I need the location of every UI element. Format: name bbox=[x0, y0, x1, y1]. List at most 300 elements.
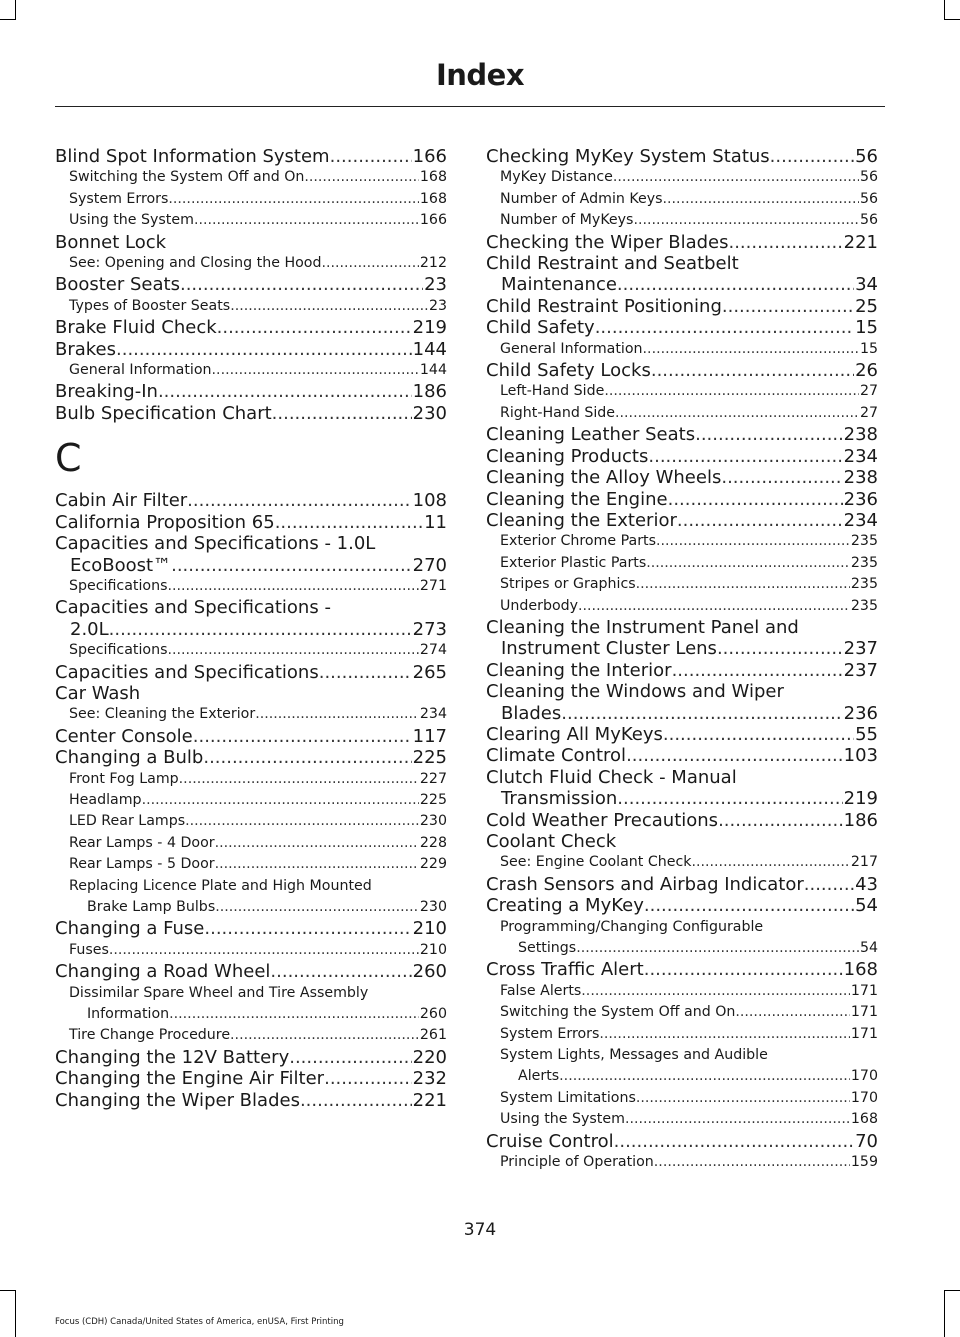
index-entry-text: Cleaning Leather Seats bbox=[486, 424, 696, 446]
index-entry-text: Switching the System Off and On bbox=[69, 169, 305, 186]
page-reference: 108 bbox=[412, 490, 447, 512]
page-reference: 144 bbox=[412, 338, 447, 360]
index-entry-text: Cabin Air Filter bbox=[55, 490, 188, 512]
index-entry bbox=[55, 296, 447, 317]
index-entry-line bbox=[55, 833, 447, 854]
index-entry-text: Fuses bbox=[69, 941, 109, 958]
page-reference: 103 bbox=[843, 745, 878, 767]
index-entry-line bbox=[486, 1088, 878, 1109]
index-entry-line bbox=[55, 210, 447, 231]
leader-dots bbox=[561, 703, 842, 724]
index-entry bbox=[486, 596, 878, 617]
page-reference: 171 bbox=[850, 1025, 878, 1042]
index-entry bbox=[486, 1131, 878, 1152]
index-entry bbox=[55, 940, 447, 961]
index-entry bbox=[55, 210, 447, 231]
leader-dots bbox=[770, 146, 854, 167]
index-entry-text: Left-Hand Side bbox=[500, 383, 605, 400]
leader-dots bbox=[187, 490, 411, 511]
leader-dots bbox=[215, 897, 419, 918]
leader-dots bbox=[194, 210, 419, 231]
index-entry-text: Types of Booster Seats bbox=[69, 297, 231, 314]
page-reference: 238 bbox=[843, 424, 878, 446]
leader-dots bbox=[215, 833, 419, 854]
page-reference: 171 bbox=[850, 1004, 878, 1021]
leader-dots bbox=[330, 146, 412, 167]
index-entry-text: Using the System bbox=[69, 212, 194, 229]
index-entry bbox=[55, 876, 447, 919]
index-column-left bbox=[55, 146, 447, 1111]
page-reference: 260 bbox=[419, 1006, 447, 1023]
leader-dots bbox=[626, 745, 843, 766]
index-entry-continuation: Information bbox=[87, 1006, 170, 1023]
leader-dots bbox=[581, 981, 850, 1002]
index-entry-line bbox=[486, 424, 878, 445]
leader-dots bbox=[656, 531, 850, 552]
index-entry-text: Creating a MyKey bbox=[486, 895, 644, 917]
index-entry bbox=[55, 597, 447, 640]
index-entry-line bbox=[55, 1025, 447, 1046]
index-entry-line bbox=[486, 981, 878, 1002]
leader-dots bbox=[636, 1088, 850, 1109]
index-entry-text: Cleaning the Instrument Panel and bbox=[486, 616, 799, 638]
crop-mark-top-right bbox=[944, 0, 945, 20]
index-entry-line bbox=[486, 1002, 878, 1023]
index-entry bbox=[486, 681, 878, 724]
index-entry bbox=[55, 833, 447, 854]
index-entry-line bbox=[55, 662, 447, 683]
index-entry-line bbox=[55, 704, 447, 725]
page-reference: 159 bbox=[850, 1154, 878, 1171]
index-column-right bbox=[486, 146, 878, 1174]
leader-dots bbox=[663, 724, 854, 745]
index-entry-text: Specifications bbox=[69, 642, 168, 659]
index-entry-text: Checking the Wiper Blades bbox=[486, 231, 729, 253]
index-entry bbox=[55, 381, 447, 402]
index-entry bbox=[55, 533, 447, 576]
leader-dots bbox=[169, 1004, 419, 1025]
index-entry-text: System Errors bbox=[500, 1025, 600, 1042]
header-rule bbox=[55, 106, 885, 107]
page-reference: 144 bbox=[419, 362, 447, 379]
leader-dots bbox=[270, 961, 411, 982]
leader-dots bbox=[300, 1090, 412, 1111]
crop-mark-top-left-h bbox=[0, 19, 16, 20]
index-entry-text: Blind Spot Information System bbox=[55, 146, 330, 167]
index-entry bbox=[55, 360, 447, 381]
index-entry-line bbox=[55, 640, 447, 661]
page-reference: 237 bbox=[843, 659, 878, 681]
page-reference: 235 bbox=[850, 554, 878, 571]
index-entry-line bbox=[55, 854, 447, 875]
index-entry-text: Checking MyKey System Status bbox=[486, 146, 770, 167]
page-reference: 170 bbox=[850, 1089, 878, 1106]
index-entry-text: Switching the System Off and On bbox=[500, 1004, 736, 1021]
index-entry bbox=[55, 704, 447, 725]
leader-dots bbox=[116, 339, 412, 360]
index-entry bbox=[55, 274, 447, 295]
index-entry-text: General Information bbox=[69, 362, 212, 379]
page-reference: 43 bbox=[855, 873, 878, 895]
leader-dots bbox=[109, 940, 419, 961]
leader-dots bbox=[180, 274, 423, 295]
page-title: Index bbox=[435, 58, 525, 92]
page-reference: 220 bbox=[412, 1046, 447, 1068]
index-entry bbox=[486, 895, 878, 916]
index-entry-text: Right-Hand Side bbox=[500, 404, 616, 421]
index-entry-line bbox=[55, 918, 447, 939]
index-entry-text: Number of MyKeys bbox=[500, 212, 634, 229]
index-entry bbox=[486, 1002, 878, 1023]
index-entry-continuation: Brake Lamp Bulbs bbox=[87, 899, 216, 915]
index-entry-line bbox=[486, 703, 878, 724]
leader-dots bbox=[614, 1131, 854, 1152]
index-entry bbox=[55, 1090, 447, 1111]
page-reference: 212 bbox=[419, 255, 447, 272]
page-reference: 168 bbox=[419, 169, 447, 186]
index-entry-continuation: Alerts bbox=[518, 1068, 560, 1085]
leader-dots bbox=[615, 403, 859, 424]
index-entry bbox=[486, 489, 878, 510]
index-entry-line bbox=[486, 531, 878, 552]
index-entry bbox=[55, 189, 447, 210]
index-entry-text: See: Opening and Closing the Hood bbox=[69, 255, 322, 272]
index-entry bbox=[486, 189, 878, 210]
leader-dots bbox=[322, 253, 419, 274]
index-entry bbox=[55, 1025, 447, 1046]
leader-dots bbox=[804, 874, 854, 895]
index-entry bbox=[55, 317, 447, 338]
page-reference: 235 bbox=[850, 597, 878, 614]
index-entry-text: Changing the 12V Battery bbox=[55, 1046, 290, 1068]
index-entry-text: MyKey Distance bbox=[500, 169, 613, 186]
page-reference: 230 bbox=[412, 402, 447, 424]
page-reference: 225 bbox=[412, 747, 447, 769]
index-entry bbox=[486, 981, 878, 1002]
page-reference: 236 bbox=[843, 702, 878, 724]
leader-dots bbox=[617, 274, 854, 295]
page-reference: 265 bbox=[412, 661, 447, 683]
index-entry bbox=[55, 683, 447, 704]
leader-dots bbox=[633, 210, 859, 231]
leader-dots bbox=[142, 790, 419, 811]
leader-dots bbox=[721, 467, 842, 488]
page-reference: 166 bbox=[419, 212, 447, 229]
leader-dots bbox=[644, 959, 843, 980]
index-entry bbox=[486, 467, 878, 488]
index-entry-text: Tire Change Procedure bbox=[69, 1027, 231, 1044]
leader-dots bbox=[203, 747, 411, 768]
index-entry-line bbox=[486, 296, 878, 317]
leader-dots bbox=[109, 619, 412, 640]
leader-dots bbox=[646, 553, 850, 574]
page-number: 374 bbox=[463, 1220, 497, 1240]
index-entry bbox=[486, 296, 878, 317]
index-entry-text: Brake Fluid Check bbox=[55, 317, 217, 339]
leader-dots bbox=[595, 317, 854, 338]
index-entry-line bbox=[486, 167, 878, 188]
index-entry-text: Principle of Operation bbox=[500, 1154, 654, 1171]
index-entry-line bbox=[486, 596, 878, 617]
index-entry-line bbox=[55, 167, 447, 188]
page-reference: 186 bbox=[843, 809, 878, 831]
index-entry-text: Headlamp bbox=[69, 791, 142, 808]
index-entry bbox=[486, 745, 878, 766]
leader-dots bbox=[644, 895, 854, 916]
index-entry bbox=[486, 317, 878, 338]
index-entry-line bbox=[55, 940, 447, 961]
page-reference: 54 bbox=[859, 940, 878, 957]
leader-dots bbox=[617, 788, 842, 809]
leader-dots bbox=[728, 232, 842, 253]
index-entry-line bbox=[486, 317, 878, 338]
page-reference: 227 bbox=[419, 770, 447, 787]
page-reference: 225 bbox=[419, 791, 447, 808]
crop-mark-bottom-left bbox=[15, 1290, 16, 1337]
index-entry bbox=[486, 360, 878, 381]
page-reference: 56 bbox=[859, 190, 878, 207]
index-entry bbox=[55, 1047, 447, 1068]
index-entry-line bbox=[486, 959, 878, 980]
index-entry-text: False Alerts bbox=[500, 982, 582, 999]
leader-dots bbox=[167, 576, 418, 597]
index-entry bbox=[486, 660, 878, 681]
index-entry-line bbox=[486, 381, 878, 402]
leader-dots bbox=[230, 296, 428, 317]
crop-mark-bottom-right bbox=[944, 1290, 945, 1337]
index-entry-line bbox=[486, 510, 878, 531]
index-entry-text: Stripes or Graphics bbox=[500, 576, 636, 593]
page-reference: 55 bbox=[855, 723, 878, 745]
index-entry bbox=[486, 146, 878, 167]
index-entry-continuation: Maintenance bbox=[501, 274, 617, 296]
leader-dots bbox=[651, 360, 854, 381]
index-entry-line bbox=[55, 253, 447, 274]
page-reference: 166 bbox=[412, 146, 447, 167]
index-entry-text: Cross Traffic Alert bbox=[486, 959, 644, 981]
index-entry-text: Programming/Changing Configurable bbox=[500, 918, 764, 935]
index-entry bbox=[55, 1068, 447, 1089]
leader-dots bbox=[668, 489, 843, 510]
page-reference: 234 bbox=[843, 509, 878, 531]
page-reference: 273 bbox=[412, 618, 447, 640]
crop-mark-bottom-left-h bbox=[0, 1290, 16, 1291]
index-entry-line bbox=[486, 1066, 878, 1087]
leader-dots bbox=[275, 512, 423, 533]
index-entry-text: Bulb Specification Chart bbox=[55, 402, 272, 424]
index-entry-text: Child Safety Locks bbox=[486, 360, 651, 382]
leader-dots bbox=[677, 510, 843, 531]
index-entry bbox=[55, 811, 447, 832]
index-entry-line bbox=[55, 961, 447, 982]
index-entry bbox=[486, 959, 878, 980]
leader-dots bbox=[672, 660, 843, 681]
index-entry-line bbox=[486, 489, 878, 510]
index-entry bbox=[486, 424, 878, 445]
leader-dots bbox=[230, 1025, 419, 1046]
index-entry-text: Coolant Check bbox=[486, 831, 617, 852]
leader-dots bbox=[604, 381, 859, 402]
leader-dots bbox=[717, 638, 843, 659]
leader-dots bbox=[212, 360, 419, 381]
index-entry-text: Rear Lamps - 4 Door bbox=[69, 834, 215, 851]
leader-dots bbox=[215, 854, 419, 875]
page-reference: 34 bbox=[855, 274, 878, 296]
leader-dots bbox=[217, 317, 412, 338]
page-reference: 170 bbox=[850, 1068, 878, 1085]
leader-dots bbox=[167, 640, 418, 661]
index-entry-text: Cleaning the Exterior bbox=[486, 509, 677, 531]
index-entry-continuation: Instrument Cluster Lens bbox=[501, 638, 717, 660]
footer-text: Focus (CDH) Canada/United States of America, enUSA, First Printing bbox=[55, 1317, 344, 1327]
leader-dots bbox=[168, 189, 419, 210]
index-entry bbox=[55, 576, 447, 597]
index-entry bbox=[486, 617, 878, 660]
index-entry-text: Front Fog Lamp bbox=[69, 770, 179, 787]
index-entry-line bbox=[55, 1068, 447, 1089]
index-entry-text: Capacities and Specifications - 1.0L bbox=[55, 533, 376, 555]
leader-dots bbox=[636, 574, 850, 595]
page-reference: 54 bbox=[855, 895, 878, 917]
page-reference: 221 bbox=[843, 231, 878, 253]
index-entry-continuation: Blades bbox=[501, 702, 562, 724]
index-entry-text: Exterior Plastic Parts bbox=[500, 554, 647, 571]
index-entry-line bbox=[55, 512, 447, 533]
index-entry bbox=[486, 167, 878, 188]
leader-dots bbox=[625, 1109, 850, 1130]
page-reference: 15 bbox=[859, 340, 878, 357]
index-entry-text: Replacing Licence Plate and High Mounted bbox=[69, 877, 372, 894]
page-reference: 260 bbox=[412, 961, 447, 983]
index-entry-line bbox=[55, 769, 447, 790]
index-entry-line bbox=[486, 788, 878, 809]
index-entry-text: Car Wash bbox=[55, 682, 141, 704]
index-entry bbox=[486, 1152, 878, 1173]
index-entry-text: Specifications bbox=[69, 577, 168, 594]
leader-dots bbox=[576, 938, 859, 959]
index-entry bbox=[486, 531, 878, 552]
page-reference: 230 bbox=[419, 899, 447, 915]
index-entry-text: Rear Lamps - 5 Door bbox=[69, 856, 215, 873]
page-reference: 219 bbox=[412, 317, 447, 339]
index-entry bbox=[55, 854, 447, 875]
leader-dots bbox=[722, 296, 854, 317]
index-entry-line bbox=[55, 619, 447, 640]
index-entry bbox=[486, 1045, 878, 1088]
page-reference: 219 bbox=[843, 788, 878, 810]
leader-dots bbox=[643, 339, 859, 360]
index-entry-text: Child Restraint and Seatbelt bbox=[486, 253, 739, 275]
index-entry bbox=[55, 769, 447, 790]
page-reference: 56 bbox=[859, 212, 878, 229]
section-letter: C bbox=[55, 436, 82, 481]
leader-dots bbox=[692, 852, 850, 873]
page-reference: 274 bbox=[419, 642, 447, 659]
index-entry-line bbox=[55, 403, 447, 424]
index-entry bbox=[486, 810, 878, 831]
index-entry-text: Changing a Fuse bbox=[55, 918, 205, 940]
page-reference: 235 bbox=[850, 533, 878, 550]
index-entry-line bbox=[486, 1024, 878, 1045]
page-reference: 168 bbox=[843, 959, 878, 981]
index-entry bbox=[55, 662, 447, 683]
index-entry bbox=[55, 403, 447, 424]
index-entry bbox=[486, 917, 878, 960]
index-entry-text: Cleaning the Engine bbox=[486, 488, 668, 510]
page-reference: 234 bbox=[843, 445, 878, 467]
index-entry-text: Capacities and Specifications - bbox=[55, 597, 331, 619]
index-entry-text: Dissimilar Spare Wheel and Tire Assembly bbox=[69, 984, 369, 1001]
index-entry bbox=[55, 790, 447, 811]
index-entry-text: Climate Control bbox=[486, 745, 627, 767]
index-entry-text: See: Engine Coolant Check bbox=[500, 854, 692, 871]
leader-dots bbox=[578, 596, 850, 617]
index-entry bbox=[486, 553, 878, 574]
page-reference: 270 bbox=[412, 554, 447, 576]
index-entry-text: Bonnet Lock bbox=[55, 231, 167, 253]
index-entry bbox=[486, 574, 878, 595]
page-reference: 230 bbox=[419, 813, 447, 830]
leader-dots bbox=[695, 424, 843, 445]
page-reference: 117 bbox=[412, 725, 447, 747]
index-entry-line bbox=[486, 467, 878, 488]
crop-mark-bottom-right-h bbox=[944, 1290, 960, 1291]
index-entry-line bbox=[55, 897, 447, 918]
index-entry-line bbox=[55, 576, 447, 597]
index-entry-line bbox=[486, 1109, 878, 1130]
index-entry-line bbox=[55, 296, 447, 317]
index-entry-line bbox=[55, 555, 447, 576]
page-reference: 186 bbox=[412, 381, 447, 403]
index-entry-text: Cold Weather Precautions bbox=[486, 809, 719, 831]
index-entry bbox=[55, 512, 447, 533]
index-entry-line bbox=[55, 1004, 447, 1025]
index-entry-text: Changing a Bulb bbox=[55, 747, 204, 769]
page-reference: 228 bbox=[419, 834, 447, 851]
index-entry bbox=[486, 1088, 878, 1109]
page-reference: 234 bbox=[419, 706, 447, 723]
index-entry bbox=[55, 726, 447, 747]
index-entry-text: Child Restraint Positioning bbox=[486, 295, 722, 317]
index-entry-continuation: Transmission bbox=[501, 788, 618, 810]
index-entry-text: Changing a Road Wheel bbox=[55, 961, 271, 983]
index-entry bbox=[55, 983, 447, 1026]
index-entry-line bbox=[486, 189, 878, 210]
page-reference: 229 bbox=[419, 856, 447, 873]
index-entry-text: Booster Seats bbox=[55, 274, 180, 296]
leader-dots bbox=[735, 1002, 850, 1023]
index-entry-text: Cleaning the Interior bbox=[486, 659, 672, 681]
index-entry bbox=[55, 490, 447, 511]
index-entry bbox=[486, 510, 878, 531]
index-entry bbox=[55, 918, 447, 939]
index-entry-line bbox=[55, 189, 447, 210]
leader-dots bbox=[158, 381, 412, 402]
page-reference: 221 bbox=[412, 1089, 447, 1111]
page-reference: 238 bbox=[843, 467, 878, 489]
page-reference: 15 bbox=[855, 317, 878, 339]
index-entry bbox=[55, 640, 447, 661]
leader-dots bbox=[663, 189, 859, 210]
crop-mark-top-right-h bbox=[944, 19, 960, 20]
page-reference: 171 bbox=[850, 982, 878, 999]
index-entry-text: California Proposition 65 bbox=[55, 511, 275, 533]
page-reference: 26 bbox=[855, 360, 878, 382]
leader-dots bbox=[193, 726, 412, 747]
index-entry-line bbox=[55, 360, 447, 381]
index-entry-line bbox=[55, 790, 447, 811]
index-entry bbox=[486, 381, 878, 402]
